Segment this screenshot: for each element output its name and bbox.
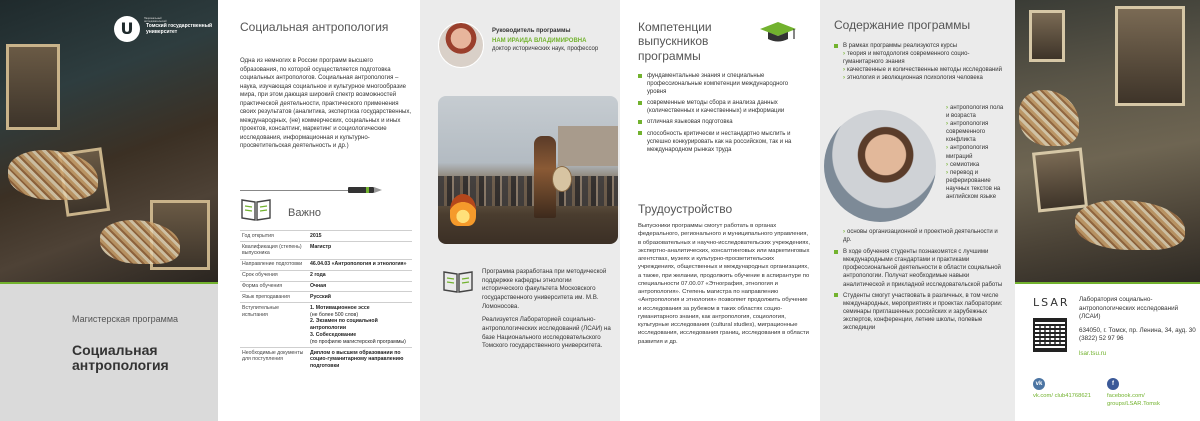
leader-info [492,28,612,53]
lsar-logo: LSAR [1033,296,1070,309]
facebook-url: facebook.com/ groups/LSAR.Tomsk [1107,393,1160,407]
row-key: Год открытия [240,231,308,242]
courses-intro: В рамках программы реализуются курсы [843,43,958,49]
chevron-right-icon: › [843,229,845,235]
program-block [72,314,212,374]
intro-title: Социальная антропология [240,20,389,34]
museum-photo [0,0,218,282]
course: этнология и эволюционная психология человека [847,75,983,82]
museum-photo-2 [1015,0,1200,282]
important-heading: Важно [288,207,322,219]
row-value [308,303,412,348]
row-value: Русский [308,292,412,303]
lab-site-link[interactable]: lsar.tsu.ru [1079,349,1107,357]
facts-table [240,230,412,372]
green-divider [1015,282,1200,284]
competencies-title: Компетенции выпускников программы [638,20,712,63]
content-panel [820,0,1015,421]
lab-text: Реализуется Лабораторией социально-антропологических исследований (ЛСАИ) на базе Национального исследовательского Томского государственного университета. [482,316,611,350]
row-value: Диплом о высшем образовании по социо-гуманитарному направлению подготовки [308,348,412,372]
row-value: Магистр [308,241,412,259]
facebook-link[interactable] [1107,378,1177,408]
portrait-frame [1115,6,1185,106]
table-row [240,348,412,372]
lab-name: Лаборатория социально-антропологических исследований (ЛСАИ) [1079,296,1179,320]
row-key: Язык преподавания [240,292,308,303]
qr-code[interactable] [1033,318,1067,352]
lab-address: 634050, г. Томск, пр. Ленина, 34, ауд. 30 [1079,326,1196,334]
vk-link[interactable] [1033,378,1103,401]
chevron-right-icon: › [843,75,845,82]
facebook-icon: f [1107,378,1119,390]
row-key: Квалификация (степень) выпускника [240,241,308,259]
university-logo [114,16,214,42]
chevron-right-icon: › [946,161,948,168]
leader-avatar [438,22,484,68]
table-row [240,303,412,348]
row-key: Вступительные испытания [240,303,308,348]
exam-2: 2. Экзамен по социальной антропологии [310,318,378,332]
cover-panel [0,0,218,421]
program-note [482,268,612,351]
logo-small-text: Национальный исследовательский [144,17,167,23]
beaded-moccasin [1075,200,1185,250]
leader-panel [420,0,620,421]
exam-1-note: (не более 500 слов) [310,311,359,318]
list-item: отличная языковая подготовка [638,118,803,126]
list-item: В ходе обучения студенты познакомятся с лучшими международными стандартами и практиками профессиональной деятельности в области социальной антропологии. Получат необходимые навыки аналитической и прикладной исследовательской работы [834,248,1006,288]
row-value: 2015 [308,231,412,242]
chevron-right-icon: › [843,51,845,58]
drum [552,166,572,192]
table-row [240,292,412,303]
list-item: способность критически и нестандартно мыслить и успешно конкурировать как на российском, так и на международном рынках труда [638,130,803,154]
list-item: современные методы сбора и анализа данных (количественных и качественных) и информации [638,99,803,115]
row-key: Направление подготовки [240,259,308,270]
course: качественные и количественные методы исследований [847,67,1002,74]
leader-degree: доктор исторических наук, профессор [492,45,599,52]
chevron-right-icon: › [843,67,845,74]
university-name: Томский государственный университет [146,23,213,35]
building [558,126,618,166]
exam-3: 3. Собеседование [310,331,357,338]
leader-name: НАМ ИРАИДА ВЛАДИМИРОВНА [492,37,587,44]
content-more [834,228,1006,335]
exam-1: 1. Мотивационное эссе [310,304,370,311]
student-photo [824,110,936,222]
row-key: Необходимые документы для поступления [240,348,308,372]
lab-phone: (3822) 52 97 96 [1079,335,1124,342]
employment-text: Выпускники программы смогут работать в органах федерального, регионального и муниципального управления, в образовательных и научно-исследовательских учреждениях, экспертно-аналитических, консалтинговых или маркетинговых агентствах, музеях и культурно-просветительских учреждениях, общественных и международных организациях, а также, при желании, продолжить обучение в аспирантуре по специальности 07.00.07 «Этнография, этнология и антропология». Степень магистра по направлению «Антропология и этнология» позволяет продолжить обучение и исследования за рубежом в таких областях социо-гуманитарного знания, как антропология, социология, культурные исследования (cultural studies), миграционные исследования, исследования границ, исследования в области развития и др. [638,223,810,345]
table-row [240,241,412,259]
course: теория и методология современного социо-гуманитарного знания [843,51,970,66]
competencies-list [638,72,803,157]
course: семиотика [950,161,980,168]
graduation-cap-icon [758,20,798,44]
bonfire [450,194,476,226]
courses-list-b [938,104,1008,201]
row-value: 2 года [308,270,412,281]
beaded-moccasin [1019,90,1079,146]
university-logo-icon: U [114,16,140,42]
list-item [834,42,1004,82]
program-subtitle: Магистерская программа [72,314,179,324]
intro-text: Одна из немногих в России программ высшего образования, по которой осуществляется подготовка социальных антропологов. Социальная антропология – наука, изучающая социальное и культурное многообразие мира, при этом дающая широкий спектр возможностей практической деятельности, практического применения своих результатов (аналитика, экспертиза государственных, международных, (не) коммерческих, социальных и иных проектов, консалтинг, маркетинг и социологические исследования, информационная и культурно-просветительская деятельность и др.) [240,57,412,150]
portrait-frame [1029,10,1065,62]
intro-panel [218,0,420,421]
portrait-frame [1032,148,1088,213]
list-item: фундаментальные знания и специальные профессиональные компетенции международного уровня [638,72,803,96]
course: антропология миграций [946,145,989,160]
program-title: Социальная антропология [72,341,169,374]
courses-list [834,42,1004,85]
photo-frame [6,44,60,130]
chevron-right-icon: › [946,121,948,128]
chevron-right-icon: › [946,169,948,176]
course: перевод и реферирование научных текстов на английском языке [946,169,1001,201]
leader-label: Руководитель программы [492,28,571,34]
green-divider [0,282,218,284]
chevron-right-icon: › [946,105,948,111]
open-book-icon [442,268,474,294]
table-row [240,281,412,292]
lab-contacts [1079,296,1197,358]
course: антропология пола и возраста [946,105,1004,120]
exam-3-note: (по профилю магистерской программы) [310,338,406,345]
pen-icon [348,187,382,193]
ritual-photo [438,96,618,244]
competencies-panel [620,0,820,421]
open-book-icon [240,196,272,222]
row-value: 46.04.03 «Антропология и этнология» [308,259,412,270]
course: антропология современного конфликта [946,121,989,144]
row-key: Срок обучения [240,270,308,281]
row-value: Очная [308,281,412,292]
row-key: Форма обучения [240,281,308,292]
vk-url: vk.com/ club41768621 [1033,393,1092,399]
course: основы организационной и проектной деятельности и др. [843,229,998,244]
chevron-right-icon: › [946,145,948,152]
support-text: Программа разработана при методической поддержке кафедры этнологии исторического факультета Московского государственного университета им. М.В. Ломоносова. [482,268,607,310]
table-row [240,259,412,270]
table-row [240,270,412,281]
table-row [240,231,412,242]
employment-title: Трудоустройство [638,202,733,216]
content-title: Содержание программы [834,18,971,32]
vk-icon: vk [1033,378,1045,390]
contacts-panel [1015,0,1200,421]
list-item: Студенты смогут участвовать в различных, в том числе международных, мероприятиях и проектах лаборатории: семинары приглашенных российских и зарубежных экспертов, конференции, летние школы, полевые экспедиции [834,292,1006,332]
